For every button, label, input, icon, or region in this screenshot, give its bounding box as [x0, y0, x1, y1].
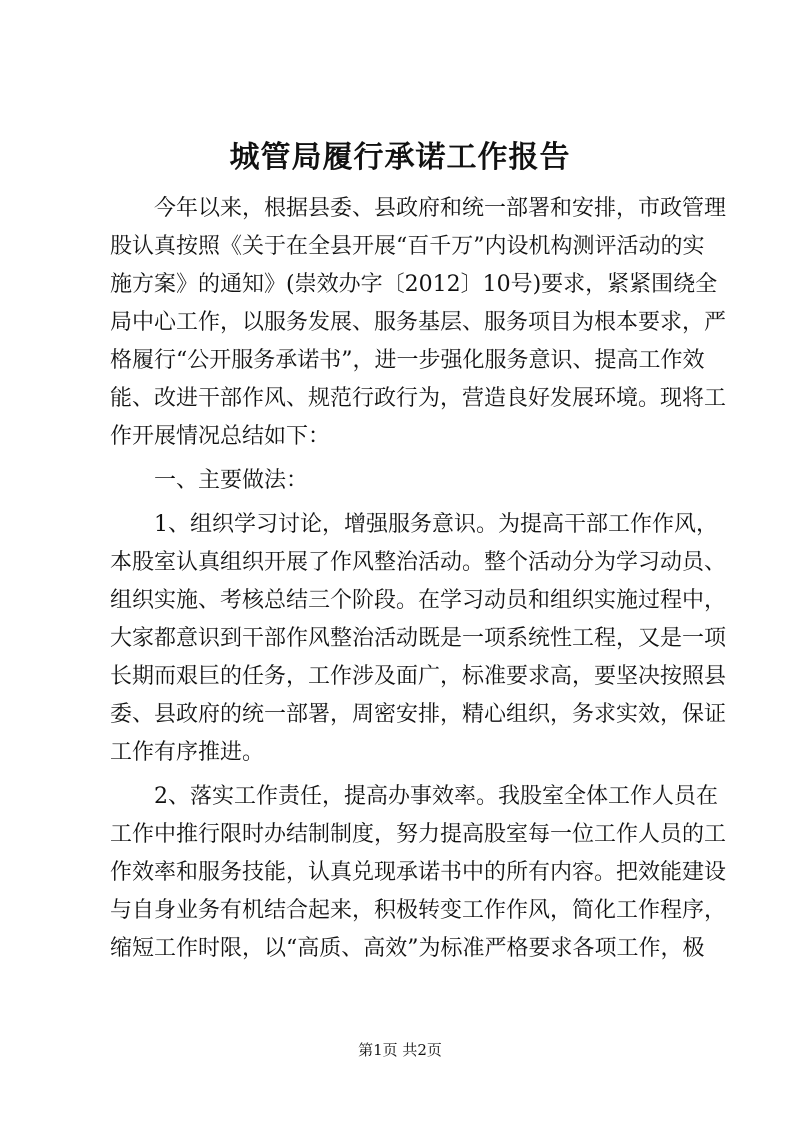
paragraph-line: 大家都意识到干部作风整治活动既是一项系统性工程，又是一项 [110, 626, 727, 651]
paragraph-line: 格履行“公开服务承诺书”，进一步强化服务意识、提高工作效 [110, 348, 705, 373]
paragraph-line: 工作中推行限时办结制制度，努力提高股室每一位工作人员的工 [110, 822, 727, 847]
paragraph-line: 作开展情况总结如下： [110, 424, 331, 449]
page-number-footer: 第1页 共2页 [358, 1041, 442, 1059]
document-title: 城管局履行承诺工作报告 [229, 140, 571, 175]
paragraph-line: 2、落实工作责任，提高办事效率。我股室全体工作人员在 [154, 784, 718, 809]
paragraph-line: 1、组织学习讨论，增强服务意识。为提高干部工作作风， [154, 512, 718, 537]
paragraph-line: 作效率和服务技能，认真兑现承诺书中的所有内容。把效能建设 [110, 860, 727, 885]
document-body [110, 190, 727, 968]
paragraph-line: 与自身业务有机结合起来，积极转变工作作风，简化工作程序， [110, 898, 727, 923]
paragraph-line: 委、县政府的统一部署，周密安排，精心组织，务求实效，保证 [110, 702, 727, 727]
paragraph-line: 长期而艰巨的任务，工作涉及面广，标准要求高，要坚决按照县 [110, 664, 727, 689]
paragraph-line: 缩短工作时限，以“高质、高效”为标准严格要求各项工作，极 [110, 936, 705, 961]
paragraph-line: 工作有序推进。 [110, 740, 265, 765]
paragraph-line: 本股室认真组织开展了作风整治活动。整个活动分为学习动员、 [110, 550, 727, 575]
paragraph-line: 施方案》的通知》(崇效办字〔2012〕10号)要求，紧紧围绕全 [110, 272, 718, 297]
section-heading: 一、主要做法： [154, 468, 309, 493]
paragraph-line: 能、改进干部作风、规范行政行为，营造良好发展环境。现将工 [110, 386, 727, 411]
paragraph-line: 局中心工作，以服务发展、服务基层、服务项目为根本要求，严 [110, 310, 727, 335]
paragraph-line: 今年以来，根据县委、县政府和统一部署和安排，市政管理 [154, 196, 727, 221]
paragraph-line: 股认真按照《关于在全县开展“百千万”内设机构测评活动的实 [110, 234, 705, 259]
paragraph-line: 组织实施、考核总结三个阶段。在学习动员和组织实施过程中， [110, 588, 727, 613]
